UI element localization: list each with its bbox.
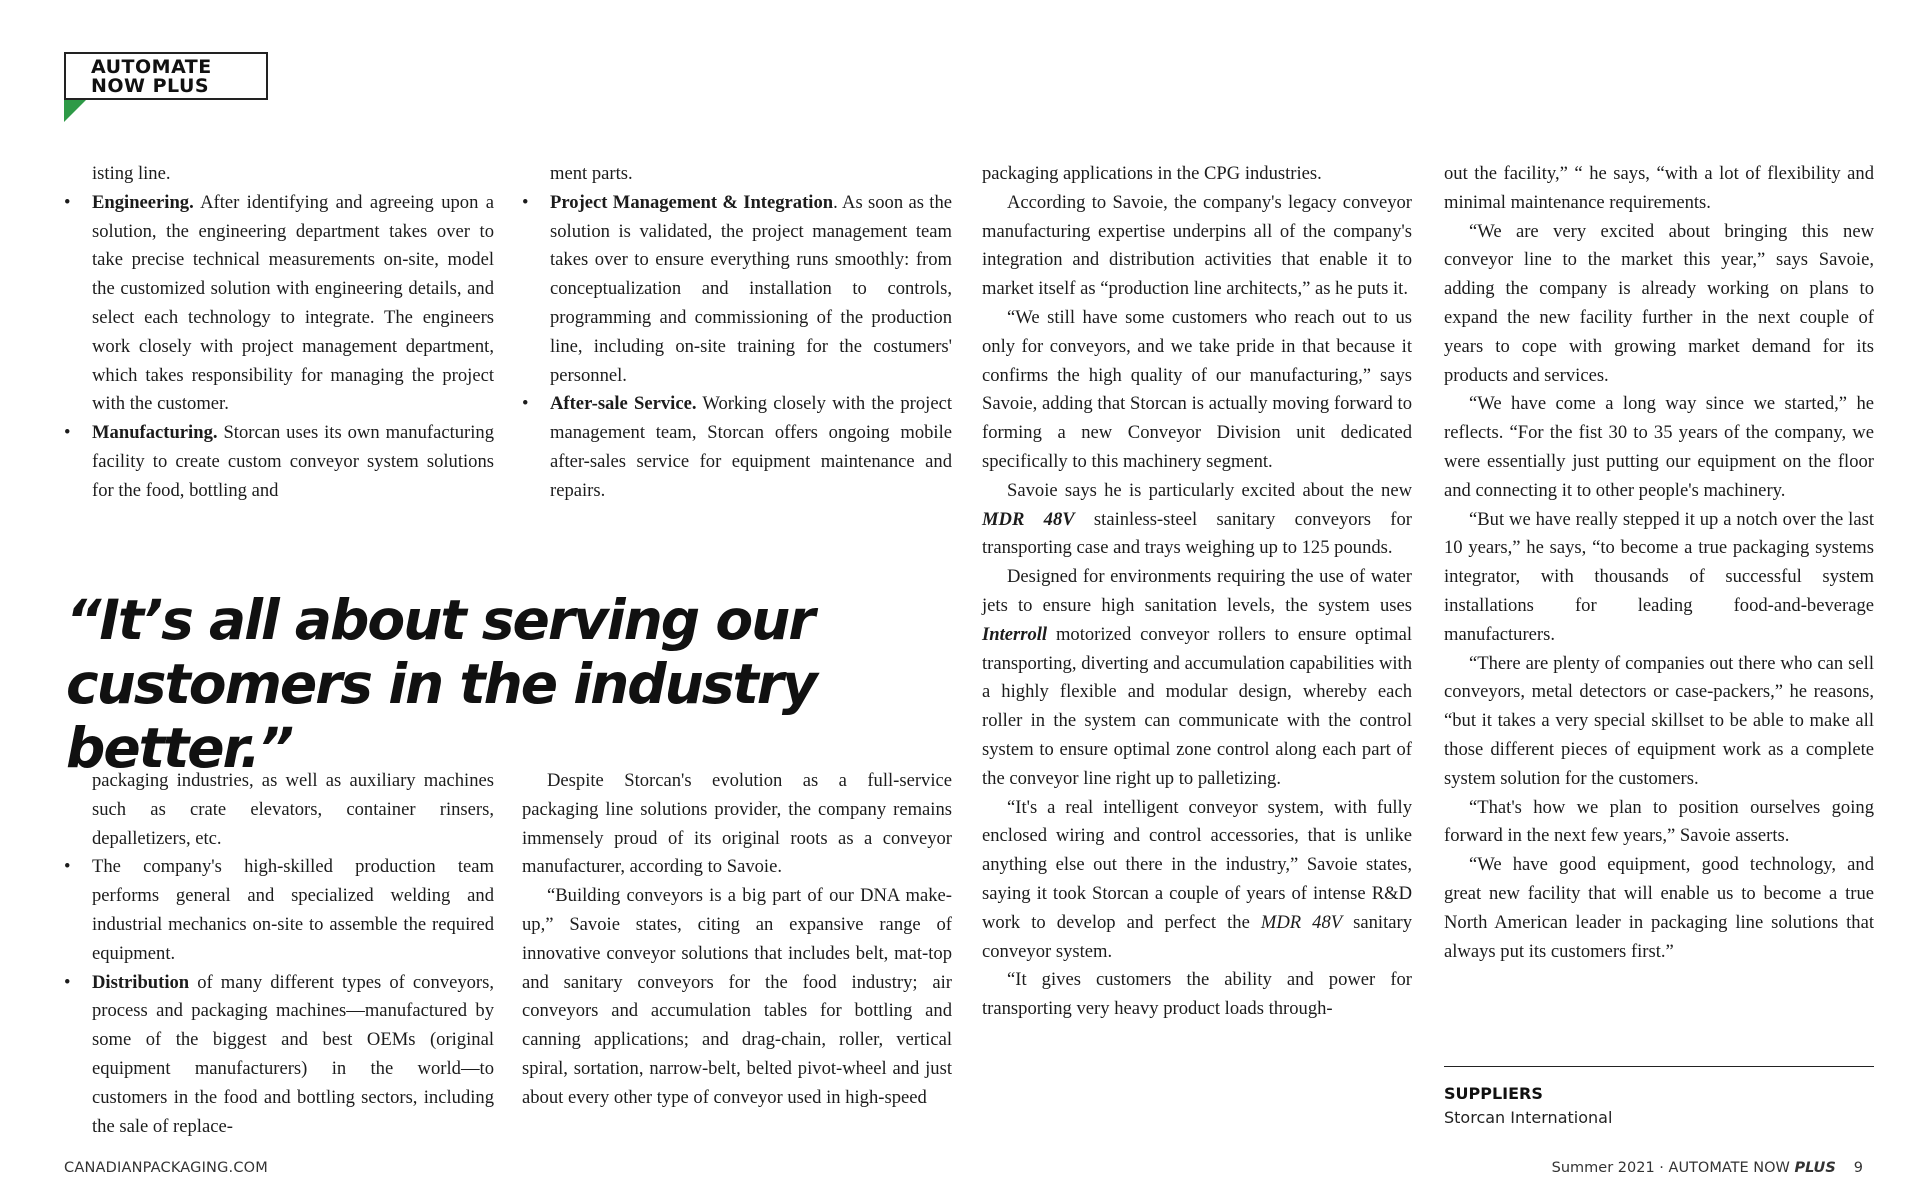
pull-quote — [66, 588, 946, 780]
brand-text — [91, 58, 212, 96]
bullet-project-management — [522, 189, 952, 391]
footer-issue-plus: PLUS — [1794, 1160, 1836, 1176]
brand-line-1: AUTOMATE — [91, 56, 212, 78]
brand-corner-mark — [64, 100, 86, 122]
col3-p3-product: MDR 48V — [982, 508, 1075, 530]
col3-paragraph-0: packaging applications in the CPG industries. — [982, 163, 1322, 184]
bullet-title-after-sale: After-sale Service. — [550, 393, 697, 415]
page-number: 9 — [1853, 1160, 1863, 1176]
col1-intro: isting line. — [92, 163, 171, 184]
supplier-name: Storcan International — [1444, 1108, 1613, 1127]
bullet-distribution — [64, 969, 494, 1142]
col3-paragraph-5 — [982, 794, 1412, 967]
footer-website: CANADIANPACKAGING.COM — [64, 1160, 268, 1176]
col3-p3-text-a: Savoie says he is particularly excited about the new — [1007, 479, 1412, 501]
bullet-text-engineering: After identifying and agreeing upon a solution, the engineering department takes over to take precise technical measurements on-site, model the customized solution with engineering details, and select each technology to integrate. The engineers work closely with project management department, which takes responsibility for managing the project with the customer. — [92, 191, 494, 415]
col3-p4-text-a: Designed for environments requiring the use of water jets to ensure high sanitation levels, the system uses — [982, 566, 1412, 616]
col3-paragraph-6: “It gives customers the ability and power for transporting very heavy product loads through- — [982, 969, 1412, 1020]
column-1-top — [64, 160, 494, 506]
col2-intro: ment parts. — [550, 163, 633, 184]
column-3 — [982, 160, 1412, 1024]
bullet-text-project-management: . As soon as the solution is validated, the project management team takes over to ensure everything runs smoothly: from conceptualization and installation to controls, programming and commissioning of the production line, including on-site training for the costumers' personnel. — [550, 191, 952, 386]
footer-issue — [1552, 1160, 1863, 1176]
suppliers-heading: SUPPLIERS — [1444, 1084, 1543, 1103]
bullet-title-project-management: Project Management & Integration — [550, 191, 834, 213]
bullet-text-distribution: of many different types of conveyors, process and packaging machines—manufactured by some of the biggest and best OEMs (original equipment manufacturers) in the world—to customers in the food and bottling sectors, including the sale of replace- — [92, 971, 494, 1137]
col3-paragraph-3 — [982, 477, 1412, 563]
col4-paragraph-2: “We have come a long way since we started,” he reflects. “For the fist 30 to 35 years of the company, we were essentially just putting our equipment on the floor and connecting it to other people's machinery. — [1444, 393, 1874, 501]
bullet-production-team: • The company's high-skilled production team performs general and specialized welding and industrial mechanics on-site to assemble the required equipment. — [64, 853, 494, 968]
bullet-text-after-sale: Working closely with the project management team, Storcan offers ongoing mobile after-sales service for equipment maintenance and repairs. — [550, 393, 953, 501]
col3-paragraph-1: According to Savoie, the company's legacy conveyor manufacturing expertise underpins all of the company's integration and distribution activities that enable it to market itself as “production line architects,” as he puts it. — [982, 191, 1412, 300]
column-2-top — [522, 160, 952, 506]
bullet-text-manufacturing: Storcan uses its own manufacturing facility to create custom conveyor system solutions for the food, bottling and — [92, 422, 494, 501]
bullet-title-engineering: Engineering. — [92, 191, 194, 213]
col3-p4-brand: Interroll — [982, 623, 1048, 645]
col1b-bullet-list — [64, 853, 494, 1141]
col1-bullet-list — [64, 189, 494, 506]
col4-paragraph-6: “We have good equipment, good technology, and great new facility that will enable us to become a true North American leader in packaging line solutions that always put its customers first.” — [1444, 854, 1874, 962]
col3-p5-text-b: sanitary conveyor system. — [982, 911, 1413, 962]
col2b-paragraph-1: Despite Storcan's evolution as a full-service packaging line solutions provider, the company remains immensely proud of its original roots as a conveyor manufacturer, according to Savoie. — [522, 770, 952, 878]
col3-paragraph-2: “We still have some customers who reach out to us only for conveyors, and we take pride in that because it confirms the high quality of our manufacturing,” says Savoie, adding that Storcan is actually moving forward to forming a new Conveyor Division unit dedicated specifically to this machinery segment. — [982, 306, 1412, 472]
column-2-bottom — [522, 767, 952, 1113]
col1b-continuation: packaging industries, as well as auxiliary machines such as crate elevators, container rinsers, depalletizers, etc. — [92, 770, 494, 849]
bullet-after-sale-service — [522, 390, 952, 505]
column-4 — [1444, 160, 1874, 966]
col4-paragraph-3: “But we have really stepped it up a notch over the last 10 years,” he says, “to become a true packaging systems integrator, with thousands of successful system installations for leading food-and-beverage manufacturers. — [1444, 508, 1874, 645]
bullet-engineering — [64, 189, 494, 419]
pull-quote-line-2: customers in the industry better.” — [66, 652, 816, 780]
col3-p5-text-a: “It's a real intelligent conveyor system, with fully enclosed wiring and control accessories, that is unlike anything else out there in the industry,” Savoie states, saying it took Storcan a couple of years of intense R&D work to develop and perfect the — [982, 796, 1412, 933]
col2b-paragraph-2: “Building conveyors is a big part of our DNA make-up,” Savoie states, citing an expansive range of innovative conveyor solutions that includes belt, mat-top and sanitary conveyors for the food industry; air conveyors and accumulation tables for bottling and canning applications; and drag-chain, roller, vertical spiral, sortation, narrow-belt, belted pivot-wheel and just about every other type of conveyor used in high-speed — [522, 885, 952, 1108]
bullet-title-distribution: Distribution — [92, 971, 190, 993]
col3-p3-text-b: stainless-steel sanitary conveyors for transporting case and trays weighing up to 125 pounds. — [982, 508, 1412, 559]
brand-logo — [64, 52, 268, 100]
col4-paragraph-0: out the facility,” “ he says, “with a lot of flexibility and minimal maintenance requirements. — [1444, 163, 1874, 213]
col2-bullet-list — [522, 189, 952, 506]
col3-paragraph-4 — [982, 563, 1412, 793]
col4-paragraph-1: “We are very excited about bringing this new conveyor line to the market this year,” says Savoie, adding the company is already working on plans to expand the new facility further in the next couple of years to cope with growing market demand for its products and services. — [1444, 220, 1874, 386]
bullet-title-manufacturing: Manufacturing. — [92, 422, 218, 444]
col3-p4-text-b: motorized conveyor rollers to ensure optimal transporting, diverting and accumulation capabilities with a highly flexible and modular design, whereby each roller in the system can communicate with the control system to ensure optimal zone control along each part of the conveyor line right up to palletizing. — [982, 623, 1412, 789]
col4-paragraph-4: “There are plenty of companies out there who can sell conveyors, metal detectors or case-packers,” he reasons, “but it takes a very special skillset to be able to make all those different pieces of equipment work as a complete system solution for the customers. — [1444, 652, 1874, 789]
col4-paragraph-5: “That's how we plan to position ourselves going forward in the next few years,” Savoie asserts. — [1444, 796, 1874, 847]
column-1-bottom — [64, 767, 494, 1141]
bullet-manufacturing — [64, 419, 494, 505]
pull-quote-line-1: “It’s all about serving our — [66, 588, 814, 652]
footer-issue-text: Summer 2021 · AUTOMATE NOW — [1551, 1160, 1795, 1176]
col3-p5-product: MDR 48V — [1260, 911, 1343, 933]
suppliers-box — [1444, 1066, 1874, 1131]
brand-line-2: NOW PLUS — [91, 75, 210, 97]
